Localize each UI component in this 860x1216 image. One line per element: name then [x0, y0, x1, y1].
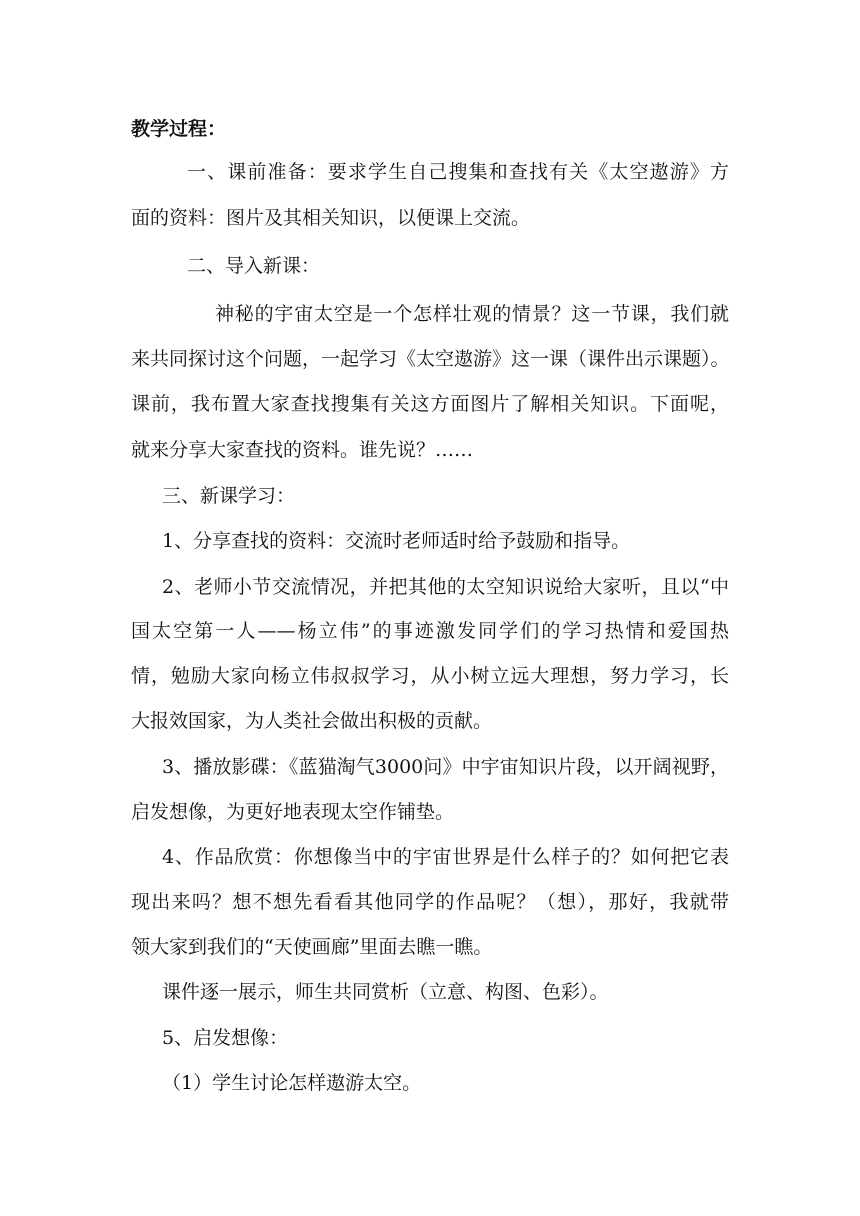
paragraph-line: 神秘的宇宙太空是一个怎样壮观的情景？这一节课，我们就: [215, 303, 729, 325]
section-heading: 教学过程：: [131, 118, 227, 140]
paragraph-line: 领大家到我们的“天使画廊”里面去瞧一瞧。: [131, 936, 493, 958]
paragraph-line: 就来分享大家查找的资料。谁先说？……: [131, 439, 474, 461]
paragraph-line: 5、启发想像：: [162, 1027, 289, 1049]
paragraph-line: 大报效国家，为人类社会做出积极的贡献。: [131, 710, 493, 732]
paragraph-line: 课件逐一展示，师生共同赏析（立意、构图、色彩）。: [162, 981, 609, 1003]
paragraph-line: 3、播放影碟：《蓝猫淘气3000问》中宇宙知识片段，以开阔视野，: [162, 756, 729, 778]
paragraph-line: 面的资料：图片及其相关知识，以便课上交流。: [131, 207, 531, 229]
paragraph-line: （1）学生讨论怎样遨游太空。: [162, 1072, 422, 1094]
paragraph-line: 现出来吗？想不想先看看其他同学的作品呢？（想），那好，我就带: [131, 891, 729, 913]
paragraph-line: 二、导入新课：: [187, 255, 321, 277]
paragraph-line: 来共同探讨这个问题，一起学习《太空遨游》这一课（课件出示课题）。: [131, 348, 730, 370]
paragraph-line: 一、课前准备：要求学生自己搜集和查找有关《太空遨游》方: [187, 161, 729, 183]
paragraph-line: 课前，我布置大家查找搜集有关这方面图片了解相关知识。下面呢，: [131, 393, 729, 415]
paragraph-line: 4、作品欣赏：你想像当中的宇宙世界是什么样子的？如何把它表: [162, 846, 729, 868]
paragraph-line: 情，勉励大家向杨立伟叔叔学习，从小树立远大理想，努力学习，长: [131, 665, 729, 687]
paragraph-line: 2、老师小节交流情况，并把其他的太空知识说给大家听，且以“中: [162, 576, 729, 598]
paragraph-line: 启发想像，为更好地表现太空作铺垫。: [131, 801, 455, 823]
paragraph-line: 三、新课学习：: [162, 485, 296, 507]
paragraph-line: 1、分享查找的资料：交流时老师适时给予鼓励和指导。: [162, 530, 631, 552]
paragraph-line: 国太空第一人——杨立伟”的事迹激发同学们的学习热情和爱国热: [131, 620, 729, 642]
